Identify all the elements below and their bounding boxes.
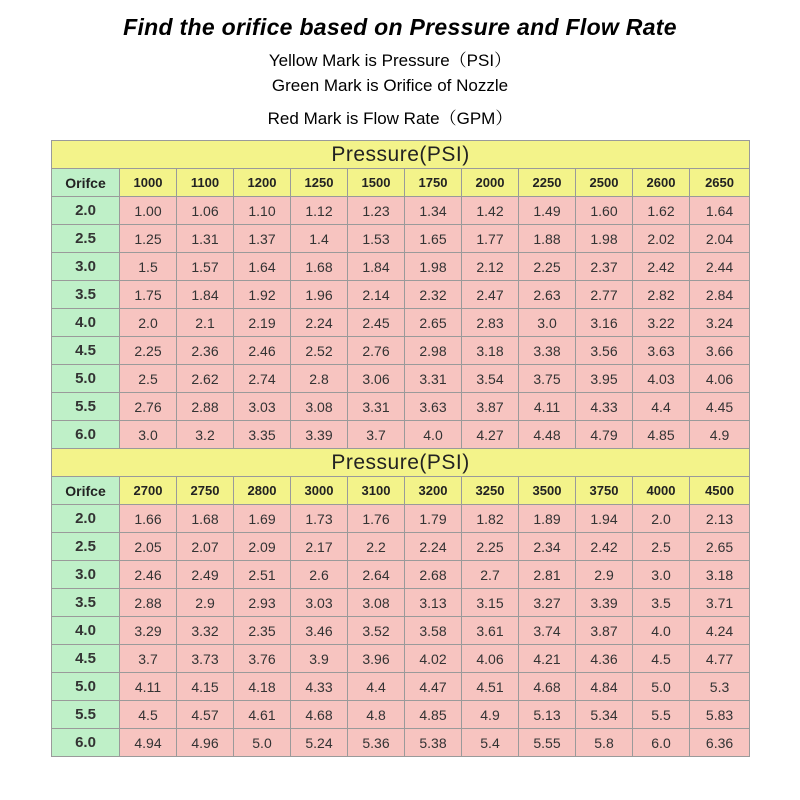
flow-rate-cell: 2.35 [234, 617, 291, 645]
pressure-header-cell: 2650 [690, 169, 750, 197]
flow-rate-cell: 2.37 [576, 253, 633, 281]
flow-rate-cell: 4.0 [633, 617, 690, 645]
flow-rate-cell: 4.85 [405, 701, 462, 729]
flow-rate-cell: 1.68 [177, 505, 234, 533]
orifice-cell: 3.0 [52, 561, 120, 589]
flow-rate-cell: 1.68 [291, 253, 348, 281]
flow-rate-cell: 2.88 [177, 393, 234, 421]
flow-rate-cell: 3.63 [405, 393, 462, 421]
flow-rate-cell: 2.98 [405, 337, 462, 365]
table-row [52, 309, 750, 337]
pressure-header-cell: 4500 [690, 477, 750, 505]
pressure-header-cell: 2000 [462, 169, 519, 197]
flow-rate-cell: 3.24 [690, 309, 750, 337]
flow-rate-cell: 3.2 [177, 421, 234, 449]
flow-rate-cell: 2.0 [120, 309, 177, 337]
table-row [52, 225, 750, 253]
flow-rate-cell: 3.7 [120, 645, 177, 673]
flow-rate-cell: 2.81 [519, 561, 576, 589]
flow-rate-cell: 4.4 [633, 393, 690, 421]
flow-rate-cell: 1.34 [405, 197, 462, 225]
flow-rate-cell: 1.23 [348, 197, 405, 225]
flow-rate-cell: 2.24 [405, 533, 462, 561]
table-row [52, 533, 750, 561]
flow-rate-cell: 2.63 [519, 281, 576, 309]
flow-rate-cell: 4.33 [291, 673, 348, 701]
flow-rate-cell: 6.0 [633, 729, 690, 757]
orifice-cell: 5.0 [52, 673, 120, 701]
table-row [52, 561, 750, 589]
pressure-header-cell: 2600 [633, 169, 690, 197]
flow-rate-cell: 2.52 [291, 337, 348, 365]
flow-rate-cell: 3.73 [177, 645, 234, 673]
flow-rate-cell: 2.09 [234, 533, 291, 561]
flow-rate-cell: 1.82 [462, 505, 519, 533]
orifice-cell: 2.5 [52, 533, 120, 561]
pressure-header-cell: 3250 [462, 477, 519, 505]
flow-rate-cell: 4.5 [120, 701, 177, 729]
flow-rate-cell: 4.4 [348, 673, 405, 701]
flow-rate-cell: 3.96 [348, 645, 405, 673]
flow-rate-cell: 2.7 [462, 561, 519, 589]
flow-rate-cell: 2.46 [120, 561, 177, 589]
flow-rate-cell: 3.32 [177, 617, 234, 645]
flow-rate-cell: 2.2 [348, 533, 405, 561]
flow-rate-cell: 4.18 [234, 673, 291, 701]
pressure-header-cell: 4000 [633, 477, 690, 505]
flow-rate-cell: 4.51 [462, 673, 519, 701]
flow-rate-cell: 3.0 [519, 309, 576, 337]
orifice-cell: 3.5 [52, 281, 120, 309]
flow-rate-cell: 5.3 [690, 673, 750, 701]
section-title-row [52, 141, 750, 169]
table-row [52, 337, 750, 365]
flow-rate-cell: 4.68 [291, 701, 348, 729]
flow-rate-cell: 2.68 [405, 561, 462, 589]
flow-rate-cell: 3.74 [519, 617, 576, 645]
pressure-header-cell: 2700 [120, 477, 177, 505]
flow-rate-cell: 4.94 [120, 729, 177, 757]
flow-rate-cell: 4.11 [120, 673, 177, 701]
orifice-header: Orifce [52, 169, 120, 197]
flow-rate-cell: 2.65 [690, 533, 750, 561]
section-title-row [52, 449, 750, 477]
flow-rate-cell: 4.11 [519, 393, 576, 421]
flow-rate-cell: 2.44 [690, 253, 750, 281]
flow-rate-cell: 4.79 [576, 421, 633, 449]
flow-rate-cell: 3.0 [120, 421, 177, 449]
flow-rate-cell: 2.47 [462, 281, 519, 309]
flow-rate-cell: 4.47 [405, 673, 462, 701]
table-row [52, 505, 750, 533]
flow-rate-cell: 5.8 [576, 729, 633, 757]
flow-rate-cell: 2.9 [576, 561, 633, 589]
flow-rate-cell: 3.31 [405, 365, 462, 393]
flow-rate-cell: 2.64 [348, 561, 405, 589]
flow-rate-cell: 1.73 [291, 505, 348, 533]
table-row [52, 729, 750, 757]
flow-rate-cell: 3.75 [519, 365, 576, 393]
flow-rate-cell: 1.88 [519, 225, 576, 253]
flow-rate-cell: 2.42 [576, 533, 633, 561]
flow-rate-cell: 2.65 [405, 309, 462, 337]
flow-rate-cell: 3.29 [120, 617, 177, 645]
flow-rate-cell: 2.9 [177, 589, 234, 617]
flow-rate-cell: 3.95 [576, 365, 633, 393]
pressure-header-cell: 1100 [177, 169, 234, 197]
flow-rate-cell: 2.82 [633, 281, 690, 309]
flow-rate-cell: 2.83 [462, 309, 519, 337]
flow-rate-cell: 2.8 [291, 365, 348, 393]
pressure-header-cell: 2250 [519, 169, 576, 197]
flow-rate-cell: 5.36 [348, 729, 405, 757]
pressure-header-cell: 1500 [348, 169, 405, 197]
flow-rate-cell: 2.04 [690, 225, 750, 253]
flow-rate-cell: 2.14 [348, 281, 405, 309]
flow-rate-cell: 2.46 [234, 337, 291, 365]
flow-rate-cell: 2.34 [519, 533, 576, 561]
flow-rate-cell: 2.76 [348, 337, 405, 365]
table-row [52, 197, 750, 225]
flow-rate-cell: 2.24 [291, 309, 348, 337]
orifice-cell: 4.5 [52, 337, 120, 365]
flow-rate-cell: 3.58 [405, 617, 462, 645]
orifice-cell: 5.5 [52, 701, 120, 729]
flow-rate-cell: 2.77 [576, 281, 633, 309]
flow-rate-cell: 3.56 [576, 337, 633, 365]
pressure-header-cell: 2750 [177, 477, 234, 505]
table-row [52, 253, 750, 281]
flow-rate-cell: 1.64 [234, 253, 291, 281]
flow-rate-cell: 1.94 [576, 505, 633, 533]
flow-rate-cell: 1.79 [405, 505, 462, 533]
flow-rate-cell: 3.87 [576, 617, 633, 645]
orifice-cell: 6.0 [52, 729, 120, 757]
flow-rate-cell: 3.7 [348, 421, 405, 449]
pressure-header-cell: 3750 [576, 477, 633, 505]
flow-rate-cell: 2.49 [177, 561, 234, 589]
flow-rate-cell: 1.57 [177, 253, 234, 281]
flow-rate-cell: 3.38 [519, 337, 576, 365]
flow-rate-cell: 3.16 [576, 309, 633, 337]
flow-rate-cell: 5.24 [291, 729, 348, 757]
flow-rate-cell: 3.66 [690, 337, 750, 365]
flow-rate-cell: 1.10 [234, 197, 291, 225]
flow-rate-cell: 2.6 [291, 561, 348, 589]
flow-rate-cell: 2.88 [120, 589, 177, 617]
orifice-cell: 5.0 [52, 365, 120, 393]
flow-rate-cell: 2.05 [120, 533, 177, 561]
flow-rate-cell: 3.87 [462, 393, 519, 421]
pressure-header-cell: 3200 [405, 477, 462, 505]
flow-rate-cell: 2.36 [177, 337, 234, 365]
flow-rate-cell: 1.96 [291, 281, 348, 309]
flow-rate-cell: 3.18 [462, 337, 519, 365]
flow-rate-cell: 5.5 [633, 701, 690, 729]
flow-rate-cell: 1.42 [462, 197, 519, 225]
flow-rate-cell: 4.36 [576, 645, 633, 673]
flow-rate-cell: 2.19 [234, 309, 291, 337]
table-row [52, 421, 750, 449]
flow-rate-cell: 1.89 [519, 505, 576, 533]
orifice-cell: 3.0 [52, 253, 120, 281]
flow-rate-cell: 3.13 [405, 589, 462, 617]
flow-rate-cell: 5.55 [519, 729, 576, 757]
flow-rate-cell: 2.45 [348, 309, 405, 337]
flow-rate-cell: 1.06 [177, 197, 234, 225]
flow-rate-cell: 4.85 [633, 421, 690, 449]
flow-rate-cell: 4.61 [234, 701, 291, 729]
flow-rate-cell: 4.9 [690, 421, 750, 449]
pressure-section-title: Pressure(PSI) [52, 141, 750, 169]
flow-rate-cell: 4.96 [177, 729, 234, 757]
orifice-cell: 4.5 [52, 645, 120, 673]
flow-rate-cell: 3.76 [234, 645, 291, 673]
flow-rate-cell: 3.08 [348, 589, 405, 617]
flow-rate-cell: 3.63 [633, 337, 690, 365]
orifice-cell: 2.0 [52, 505, 120, 533]
flow-rate-cell: 4.77 [690, 645, 750, 673]
pressure-header-cell: 3500 [519, 477, 576, 505]
flow-rate-cell: 2.74 [234, 365, 291, 393]
flow-rate-cell: 2.17 [291, 533, 348, 561]
flow-rate-cell: 3.0 [633, 561, 690, 589]
flow-rate-cell: 2.02 [633, 225, 690, 253]
pressure-header-cell: 3000 [291, 477, 348, 505]
flow-rate-cell: 2.25 [519, 253, 576, 281]
flow-rate-cell: 1.98 [576, 225, 633, 253]
flow-rate-cell: 4.21 [519, 645, 576, 673]
pressure-header-cell: 2500 [576, 169, 633, 197]
flow-rate-cell: 1.49 [519, 197, 576, 225]
pressure-header-cell: 1000 [120, 169, 177, 197]
orifice-cell: 6.0 [52, 421, 120, 449]
flow-rate-cell: 1.64 [690, 197, 750, 225]
pressure-header-cell: 3100 [348, 477, 405, 505]
flow-rate-cell: 3.03 [291, 589, 348, 617]
orifice-cell: 2.5 [52, 225, 120, 253]
flow-rate-cell: 2.0 [633, 505, 690, 533]
flow-rate-cell: 3.39 [576, 589, 633, 617]
orifice-cell: 3.5 [52, 589, 120, 617]
flow-rate-cell: 2.5 [633, 533, 690, 561]
flow-rate-cell: 4.33 [576, 393, 633, 421]
table-row [52, 393, 750, 421]
flow-rate-cell: 3.06 [348, 365, 405, 393]
flow-rate-cell: 4.9 [462, 701, 519, 729]
orifice-cell: 2.0 [52, 197, 120, 225]
flow-rate-cell: 1.37 [234, 225, 291, 253]
flow-rate-cell: 3.22 [633, 309, 690, 337]
flow-rate-cell: 5.4 [462, 729, 519, 757]
flow-rate-cell: 5.34 [576, 701, 633, 729]
flow-rate-cell: 5.83 [690, 701, 750, 729]
pressure-header-cell: 1200 [234, 169, 291, 197]
flow-rate-cell: 2.13 [690, 505, 750, 533]
flow-rate-cell: 3.15 [462, 589, 519, 617]
legend-orifice: Green Mark is Orifice of Nozzle [271, 76, 509, 95]
flow-rate-cell: 1.84 [348, 253, 405, 281]
flow-rate-cell: 4.57 [177, 701, 234, 729]
flow-rate-cell: 2.93 [234, 589, 291, 617]
page-title: Find the orifice based on Pressure and Flow Rate [123, 14, 677, 40]
orifice-cell: 4.0 [52, 309, 120, 337]
pressure-section-title: Pressure(PSI) [52, 449, 750, 477]
flow-rate-cell: 5.0 [234, 729, 291, 757]
flow-rate-cell: 3.39 [291, 421, 348, 449]
flow-rate-cell: 4.06 [462, 645, 519, 673]
header-row [52, 477, 750, 505]
flow-rate-cell: 3.9 [291, 645, 348, 673]
flow-rate-cell: 1.25 [120, 225, 177, 253]
table-row [52, 281, 750, 309]
flow-rate-cell: 1.76 [348, 505, 405, 533]
flow-rate-cell: 5.0 [633, 673, 690, 701]
orifice-cell: 4.0 [52, 617, 120, 645]
flow-rate-cell: 1.4 [291, 225, 348, 253]
orifice-header: Orifce [52, 477, 120, 505]
flow-rate-cell: 1.75 [120, 281, 177, 309]
table-row [52, 365, 750, 393]
flow-rate-cell: 1.92 [234, 281, 291, 309]
orifice-cell: 5.5 [52, 393, 120, 421]
flow-rate-cell: 2.42 [633, 253, 690, 281]
flow-rate-cell: 1.31 [177, 225, 234, 253]
flow-rate-cell: 4.5 [633, 645, 690, 673]
flow-rate-cell: 4.68 [519, 673, 576, 701]
flow-rate-cell: 4.06 [690, 365, 750, 393]
pressure-header-cell: 1250 [291, 169, 348, 197]
flow-rate-cell: 2.62 [177, 365, 234, 393]
flow-rate-cell: 2.76 [120, 393, 177, 421]
flow-rate-cell: 1.77 [462, 225, 519, 253]
table-row [52, 673, 750, 701]
flow-rate-cell: 3.08 [291, 393, 348, 421]
flow-rate-cell: 1.00 [120, 197, 177, 225]
flow-rate-cell: 2.51 [234, 561, 291, 589]
flow-rate-cell: 3.52 [348, 617, 405, 645]
flow-rate-cell: 3.5 [633, 589, 690, 617]
flow-rate-cell: 6.36 [690, 729, 750, 757]
flow-rate-cell: 2.84 [690, 281, 750, 309]
flow-rate-cell: 5.38 [405, 729, 462, 757]
table-row [52, 589, 750, 617]
flow-rate-cell: 3.61 [462, 617, 519, 645]
flow-rate-cell: 3.03 [234, 393, 291, 421]
flow-rate-cell: 4.8 [348, 701, 405, 729]
flow-rate-cell: 1.66 [120, 505, 177, 533]
flow-rate-cell: 4.48 [519, 421, 576, 449]
flow-rate-cell: 2.5 [120, 365, 177, 393]
pressure-header-cell: 1750 [405, 169, 462, 197]
flow-rate-cell: 3.27 [519, 589, 576, 617]
flow-rate-cell: 1.53 [348, 225, 405, 253]
flow-rate-cell: 2.25 [462, 533, 519, 561]
flow-rate-cell: 3.35 [234, 421, 291, 449]
header-row [52, 169, 750, 197]
flow-rate-cell: 3.71 [690, 589, 750, 617]
flow-rate-cell: 3.31 [348, 393, 405, 421]
flow-rate-cell: 4.02 [405, 645, 462, 673]
flow-rate-cell: 3.46 [291, 617, 348, 645]
flow-rate-cell: 4.03 [633, 365, 690, 393]
table-row [52, 701, 750, 729]
flow-rate-cell: 2.07 [177, 533, 234, 561]
legend-pressure: Yellow Mark is Pressure（PSI） [268, 51, 512, 70]
flow-rate-cell: 1.62 [633, 197, 690, 225]
flow-rate-cell: 1.60 [576, 197, 633, 225]
flow-rate-cell: 2.32 [405, 281, 462, 309]
flow-rate-cell: 1.69 [234, 505, 291, 533]
table-row [52, 617, 750, 645]
flow-rate-cell: 4.0 [405, 421, 462, 449]
flow-rate-cell: 4.27 [462, 421, 519, 449]
pressure-header-cell: 2800 [234, 477, 291, 505]
flow-rate-cell: 2.12 [462, 253, 519, 281]
flow-rate-cell: 1.84 [177, 281, 234, 309]
flow-rate-cell: 1.65 [405, 225, 462, 253]
flow-rate-cell: 2.1 [177, 309, 234, 337]
flow-rate-cell: 4.84 [576, 673, 633, 701]
flow-rate-cell: 4.45 [690, 393, 750, 421]
flow-rate-cell: 5.13 [519, 701, 576, 729]
flow-rate-cell: 1.12 [291, 197, 348, 225]
flow-rate-cell: 1.98 [405, 253, 462, 281]
flow-rate-cell: 3.54 [462, 365, 519, 393]
flow-rate-cell: 4.15 [177, 673, 234, 701]
flow-rate-cell: 2.25 [120, 337, 177, 365]
flow-rate-cell: 4.24 [690, 617, 750, 645]
orifice-flow-table [51, 140, 750, 757]
flow-rate-cell: 3.18 [690, 561, 750, 589]
table-row [52, 645, 750, 673]
legend-flow-rate: Red Mark is Flow Rate（GPM） [267, 109, 513, 128]
flow-rate-cell: 1.5 [120, 253, 177, 281]
